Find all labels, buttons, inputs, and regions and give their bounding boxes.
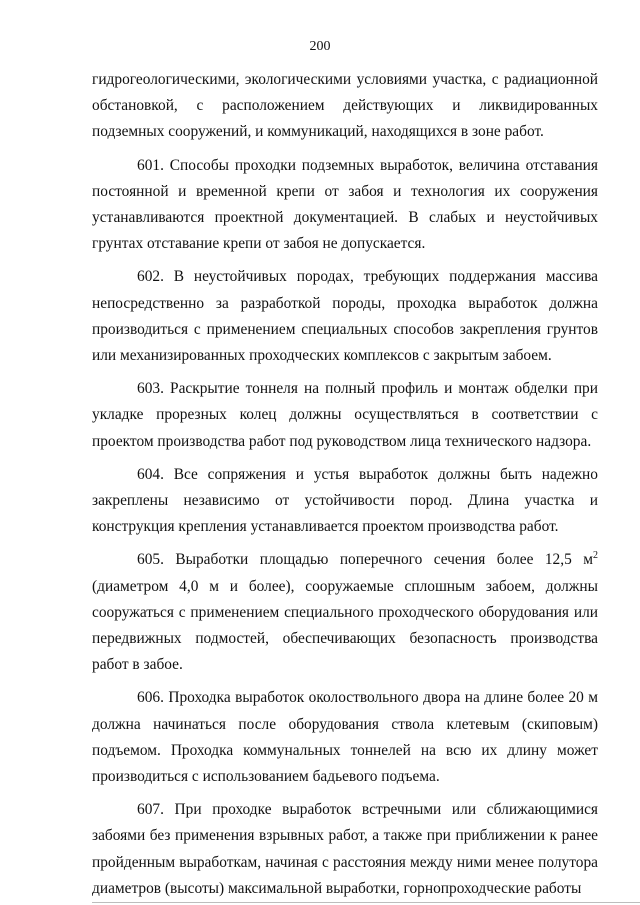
paragraph-605-text-before: 605. Выработки площадью поперечного сечения более 12,5 м bbox=[137, 551, 593, 569]
paragraph-607: 607. При проходке выработок встречными или сближающимися забоями без применения взрывных работ, а также при приближении к ранее пройденным выработкам, начиная с расстояния между ними менее полутора диаметров (высоты) максимальной выработки, горнопроходческие работы bbox=[92, 801, 598, 897]
paragraph-605-text-after: (диаметром 4,0 м и более), сооружаемые сплошным забоем, должны сооружаться с применением специального проходческого оборудования или передвижных подмостей, обеспечивающих безопасность производства работ в забое. bbox=[92, 577, 598, 674]
paragraph-605 bbox=[92, 547, 598, 678]
paragraph-604: 604. Все сопряжения и устья выработок должны быть надежно закреплены независимо от устойчивости пород. Длина участка и конструкция крепления устанавливается проектом производства работ. bbox=[92, 465, 598, 536]
paragraph-606: 606. Проходка выработок околоствольного двора на длине более 20 м должна начинаться после оборудования ствола клетевым (скиповым) подъемом. Проходка коммунальных тоннелей на всю их длину может производиться с использованием бадьевого подъема. bbox=[92, 689, 598, 786]
page-number: 200 bbox=[309, 39, 331, 54]
paragraph-602: 602. В неустойчивых породах, требующих поддержания массива непосредственно за разработкой породы, проходка выработок должна производиться с применением специальных способов закрепления грунтов или механизированных проходческих комплексов с закрытым забоем. bbox=[92, 268, 598, 365]
scan-edge-line bbox=[92, 902, 640, 903]
paragraph-605-superscript: 2 bbox=[593, 550, 598, 562]
paragraph-603: 603. Раскрытие тоннеля на полный профиль и монтаж обделки при укладке прорезных колец должны осуществляться в соответствии с проектом производства работ под руководством лица технического надзора. bbox=[92, 380, 598, 450]
document-body bbox=[92, 67, 598, 902]
paragraph-continuation: гидрогеологическими, экологическими условиями участка, с радиационной обстановкой, с расположением действующих и ликвидированных подземных сооружений, и коммуникаций, находящихся в зоне работ. bbox=[92, 71, 598, 141]
paragraph-601: 601. Способы проходки подземных выработок, величина отставания постоянной и временной крепи от забоя и технология их сооружения устанавливаются проектной документацией. В слабых и неустойчивых грунтах отставание крепи от забоя не допускается. bbox=[92, 156, 598, 253]
